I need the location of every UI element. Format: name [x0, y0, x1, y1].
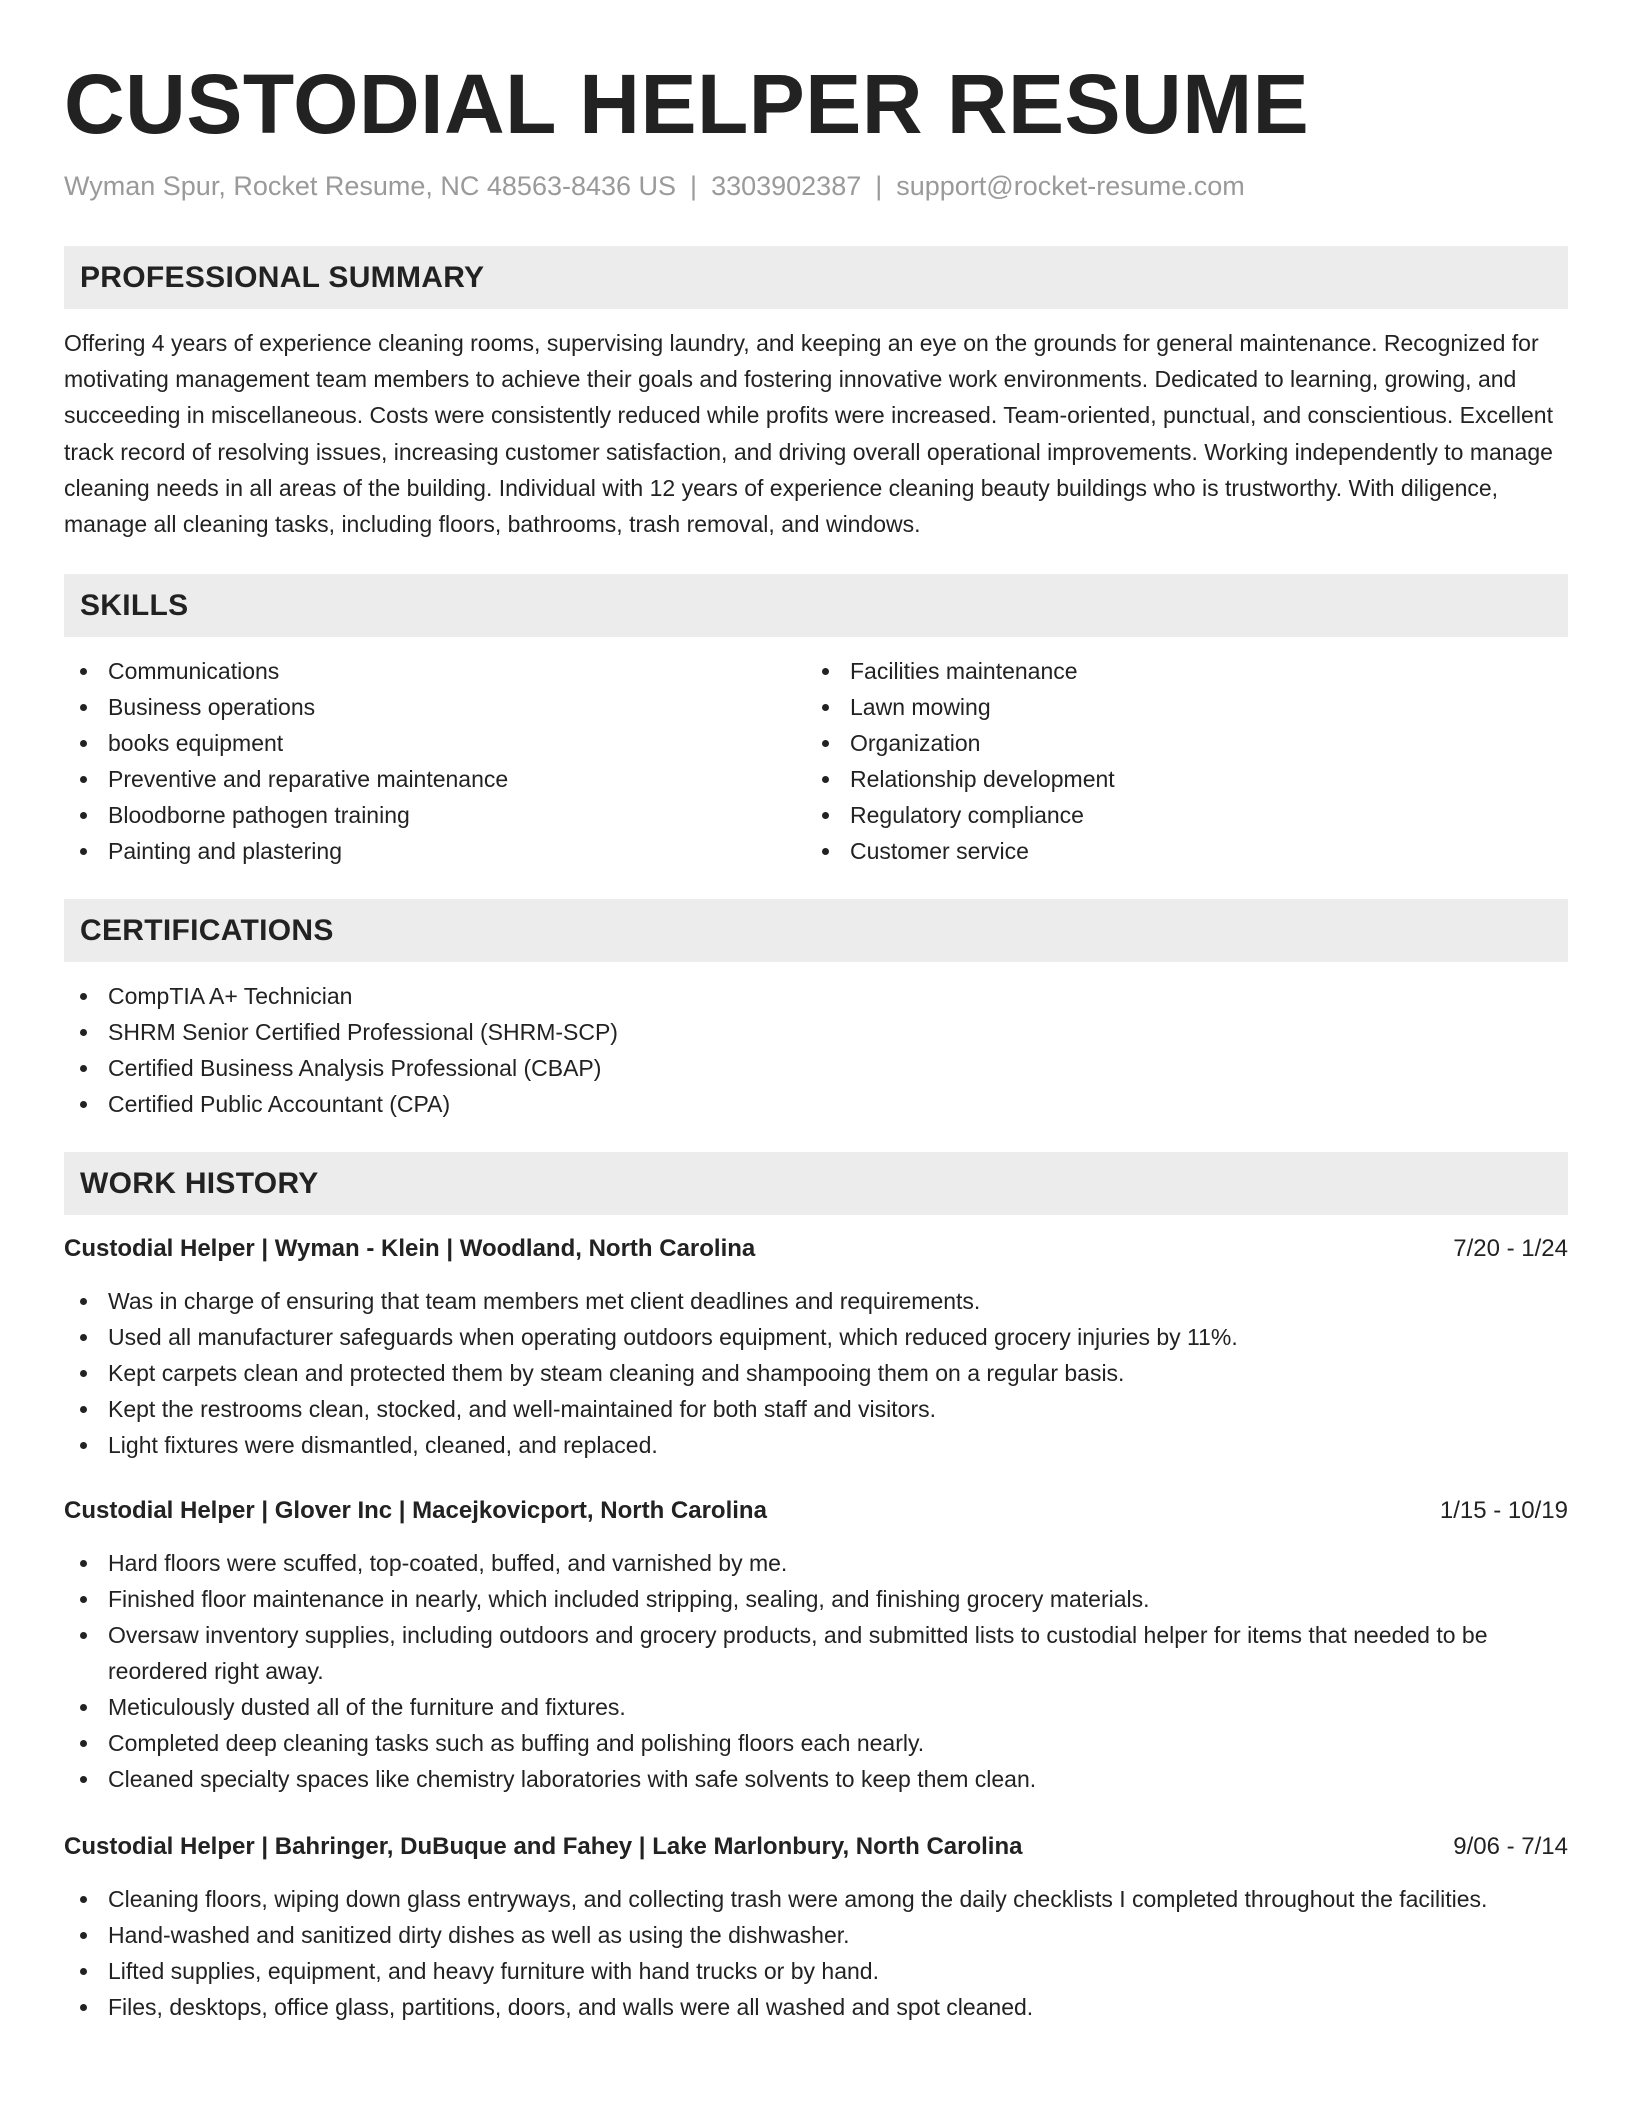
job-bullet: Completed deep cleaning tasks such as buffing and polishing floors each nearly.	[64, 1725, 1568, 1761]
skill-item: Organization	[806, 725, 1548, 761]
job-bullet: Cleaned specialty spaces like chemistry laboratories with safe solvents to keep them clean.	[64, 1761, 1568, 1797]
job-bullet: Kept carpets clean and protected them by steam cleaning and shampooing them on a regular basis.	[64, 1355, 1568, 1391]
skills-column-left	[64, 653, 806, 869]
contact-email: support@rocket-resume.com	[896, 171, 1245, 201]
certifications-heading: CERTIFICATIONS	[64, 899, 1568, 962]
resume-page	[64, 0, 1568, 2025]
job-header	[64, 1231, 1568, 1267]
skill-item: Communications	[64, 653, 806, 689]
job-bullet: Light fixtures were dismantled, cleaned, and replaced.	[64, 1427, 1568, 1463]
job-dates: 7/20 - 1/24	[1453, 1235, 1568, 1263]
job-bullet: Finished floor maintenance in nearly, which included stripping, sealing, and finishing grocery materials.	[64, 1581, 1568, 1617]
certification-item: Certified Public Accountant (CPA)	[64, 1086, 1568, 1122]
skills-heading: SKILLS	[64, 574, 1568, 637]
certification-item: SHRM Senior Certified Professional (SHRM-SCP)	[64, 1014, 1568, 1050]
job-entry	[64, 1829, 1568, 2025]
job-bullet: Was in charge of ensuring that team members met client deadlines and requirements.	[64, 1283, 1568, 1319]
job-bullets	[64, 1283, 1568, 1463]
job-bullet: Hard floors were scuffed, top-coated, buffed, and varnished by me.	[64, 1545, 1568, 1581]
certification-item: CompTIA A+ Technician	[64, 978, 1568, 1014]
summary-text: Offering 4 years of experience cleaning rooms, supervising laundry, and keeping an eye on the grounds for general maintenance. Recognized for motivating management team members to achieve their goals and fostering innovative work environments. Dedicated to learning, growing, and succeeding in miscellaneous. Costs were consistently reduced while profits were increased. Team-oriented, punctual, and conscientious. Excellent track record of resolving issues, increasing customer satisfaction, and driving overall operational improvements. Working independently to manage cleaning needs in all areas of the building. Individual with 12 years of experience cleaning beauty buildings who is trustworthy. With diligence, manage all cleaning tasks, including floors, bathrooms, trash removal, and windows.	[64, 330, 1553, 538]
job-bullet: Oversaw inventory supplies, including outdoors and grocery products, and submitted lists to custodial helper for items that needed to be reordered right away.	[64, 1617, 1568, 1689]
job-dates: 9/06 - 7/14	[1453, 1833, 1568, 1861]
work-history-heading: WORK HISTORY	[64, 1152, 1568, 1215]
job-title: Custodial Helper | Glover Inc | Macejkovicport, North Carolina	[64, 1497, 767, 1525]
job-header	[64, 1829, 1568, 1865]
job-entry	[64, 1493, 1568, 1797]
certifications-list	[64, 978, 1568, 1122]
contact-address: Wyman Spur, Rocket Resume, NC 48563-8436 US	[64, 171, 677, 201]
skill-item: Facilities maintenance	[806, 653, 1548, 689]
contact-separator: |	[690, 171, 698, 201]
job-bullet: Used all manufacturer safeguards when operating outdoors equipment, which reduced grocery injuries by 11%.	[64, 1319, 1568, 1355]
job-bullets	[64, 1545, 1568, 1797]
resume-title: CUSTODIAL HELPER RESUME	[64, 57, 1310, 151]
job-title: Custodial Helper | Wyman - Klein | Woodland, North Carolina	[64, 1235, 756, 1263]
skill-item: Relationship development	[806, 761, 1548, 797]
job-bullet: Files, desktops, office glass, partitions, doors, and walls were all washed and spot cleaned.	[64, 1989, 1568, 2025]
job-entry	[64, 1231, 1568, 1463]
job-bullets	[64, 1881, 1568, 2025]
skill-item: Bloodborne pathogen training	[64, 797, 806, 833]
skills-column-right	[806, 653, 1548, 869]
job-bullet: Meticulously dusted all of the furniture and fixtures.	[64, 1689, 1568, 1725]
skill-item: Regulatory compliance	[806, 797, 1548, 833]
job-dates: 1/15 - 10/19	[1439, 1497, 1568, 1525]
contact-separator: |	[875, 171, 883, 201]
skills-list	[64, 653, 1568, 869]
contact-phone: 3303902387	[711, 171, 862, 201]
skill-item: Painting and plastering	[64, 833, 806, 869]
certification-item: Certified Business Analysis Professional (CBAP)	[64, 1050, 1568, 1086]
skill-item: books equipment	[64, 725, 806, 761]
skill-item: Business operations	[64, 689, 806, 725]
job-bullet: Hand-washed and sanitized dirty dishes as well as using the dishwasher.	[64, 1917, 1568, 1953]
job-title: Custodial Helper | Bahringer, DuBuque and Fahey | Lake Marlonbury, North Carolina	[64, 1833, 1023, 1861]
skill-item: Customer service	[806, 833, 1548, 869]
summary-heading: PROFESSIONAL SUMMARY	[64, 246, 1568, 309]
contact-line	[64, 168, 1568, 204]
job-header	[64, 1493, 1568, 1529]
job-bullet: Kept the restrooms clean, stocked, and well-maintained for both staff and visitors.	[64, 1391, 1568, 1427]
skill-item: Lawn mowing	[806, 689, 1548, 725]
job-bullet: Cleaning floors, wiping down glass entryways, and collecting trash were among the daily checklists I completed throughout the facilities.	[64, 1881, 1568, 1917]
job-bullet: Lifted supplies, equipment, and heavy furniture with hand trucks or by hand.	[64, 1953, 1568, 1989]
skill-item: Preventive and reparative maintenance	[64, 761, 806, 797]
